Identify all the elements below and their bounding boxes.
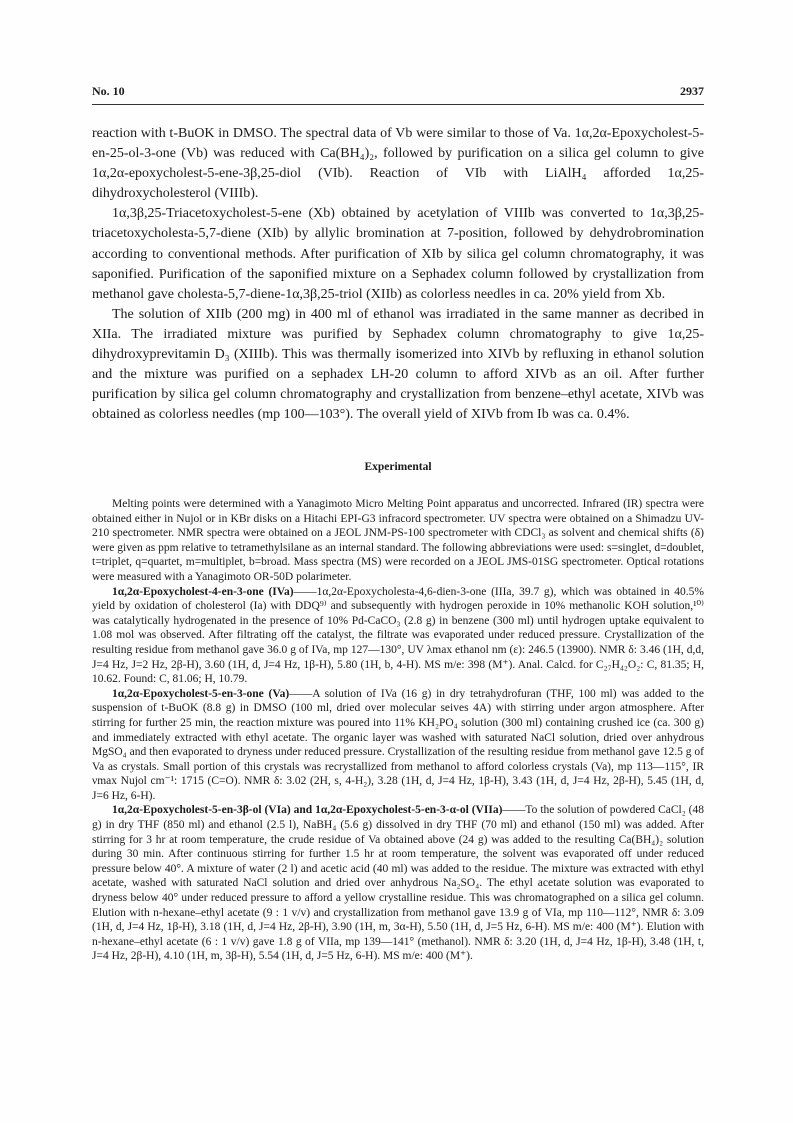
paragraph-1-text: ——1α,2α-Epoxycholesta-4,6-dien-3-one (IIIa, 39.7 g), which was obtained in 40.5% yield by oxidation of cholesterol (Ia) with DDQ⁹⁾ and subsequently with hydrogen peroxide in 10% methanolic KOH solution,¹⁰⁾ was catalytically hydrogenated in the presence of 10% Pd-CaCO₃ (2.8 g) in benzene (300 ml) until hydrogen uptake equivalent to 1.08 mol was observed. After filtrating off the catalyst, the filtrate was evaporated under reduced pressure. Crystallization of the resulting residue from methanol gave 36.0 g of IVa, mp 127—130°, UV λmax ethanol nm (ε): 246.5 (13900). NMR δ: 3.46 (1H, d,d, J=4 Hz, J=2 Hz, 2β-H), 3.60 (1H, d, J=4 Hz, 1β-H), 5.80 (1H, b, 4-H). MS m/e: 398 (M⁺). Anal. Calcd. for C₂₇H₄₂O₂: C, 81.35; H, 10.62. Found: C, 81.06; H, 10.79. xyxy=(92,585,705,686)
experimental-intro: Melting points were determined with a Yanagimoto Micro Melting Point apparatus and uncorrected. Infrared (IR) spectra were obtained either in Nujol or in KBr disks on a Hitachi EPI-G3 infracord spectrometer. UV spectra were obtained on a Shimadzu UV-210 spectrometer. NMR spectra were obtained on a JEOL JNM-PS-100 spectrometer with CDCl₃ as solvent and chemical shifts (δ) were given as ppm relative to tetramethylsilane as an internal standard. The following abbreviations were used: s=singlet, d=doublet, t=triplet, q=quartet, m=multiplet, b=broad. Mass spectra (MS) were recorded on a JEOL JMS-01SG spectrometer. Optical rotations were measured with a Yanagimoto OR-50D polarimeter. xyxy=(92,498,704,583)
body-text xyxy=(92,124,704,425)
header-rule xyxy=(92,104,704,105)
body-paragraph-1: reaction with t-BuOK in DMSO. The spectral data of Vb were similar to those of Va. 1α,2α-Epoxycholest-5-en-25-ol-3-one (Vb) was reduced with Ca(BH₄)₂, followed by purification on a silica gel column to give 1α,2α-epoxycholest-5-ene-3β,25-diol (VIb). Reaction of VIb with LiAlH₄ afforded 1α,25-dihydroxycholesterol (VIIIb). xyxy=(92,126,704,202)
experimental-paragraph-3 xyxy=(92,803,704,964)
journal-number: No. 10 xyxy=(92,84,125,98)
compound-heading-3: 1α,2α-Epoxycholest-5-en-3β-ol (VIa) and 1α,2α-Epoxycholest-5-en-3-α-ol (VIIa) xyxy=(112,804,503,817)
paragraph-2-text: ——A solution of IVa (16 g) in dry tetrahydrofuran (THF, 100 ml) was added to the suspension of t-BuOK (8.8 g) in DMSO (100 ml, dried over molecular seives 4A) with stirring under argon atmosphere. After stirring for further 25 min, the reaction mixture was poured into 11% KH₂PO₄ solution (300 ml) containing crushed ice (ca. 300 g) and immediately extracted with ethyl acetate. The organic layer was washed with saturated NaCl solution, dried over anhydrous MgSO₄ and then evaporated to dryness under reduced pressure. Crystallization of the resulting residue from methanol gave 12.5 g of Va as crystals. Small portion of this crystals was recrystallized from methanol to afford colorless crystals (Va), mp 113—115°, IR νmax Nujol cm⁻¹: 1715 (C=O). NMR δ: 3.02 (2H, s, 4-H₂), 3.28 (1H, d, J=4 Hz, 1β-H), 3.43 (1H, d, J=4 Hz, 2β-H), 5.45 (1H, d, J=6 Hz, 6-H). xyxy=(92,687,704,802)
compound-heading-2: 1α,2α-Epoxycholest-5-en-3-one (Va) xyxy=(112,687,290,700)
section-title: Experimental xyxy=(364,461,432,473)
experimental-paragraph-1 xyxy=(92,585,704,687)
experimental-paragraph-2 xyxy=(92,687,704,804)
body-paragraph-3: The solution of XIIb (200 mg) in 400 ml of ethanol was irradiated in the same manner as decribed in XIIa. The irradiated mixture was purified by Sephadex column chromatography to give 1α,25-dihydroxyprevitamin D₃ (XIIIb). This was thermally isomerized into XIVb by refluxing in ethanol solution and the mixture was purified on a sephadex LH-20 column to afford XIVb as an oil. After further purification by silica gel column chromatography and crystallization from benzene–ethyl acetate, XIVb was obtained as colorless needles (mp 100—103°). The overall yield of XIVb from Ib was ca. 0.4%. xyxy=(92,306,704,423)
body-paragraph-2: 1α,3β,25-Triacetoxycholest-5-ene (Xb) obtained by acetylation of VIIIb was converted to 1α,3β,25-triacetoxycholesta-5,7-diene (XIb) by allylic bromination at 7-position, followed by dehydrobromination according to conventional methods. After purification of XIb by silica gel column chromatography, it was saponified. Purification of the saponified mixture on a Sephadex column followed by crystallization from methanol gave cholesta-5,7-diene-1α,3β,25-triol (XIIb) as colorless needles in ca. 20% yield from Xb. xyxy=(92,206,704,302)
experimental-section xyxy=(92,497,704,964)
page-number: 2937 xyxy=(680,84,704,98)
paragraph-3-text: ——To the solution of powdered CaCl₂ (48 g) in dry THF (850 ml) and ethanol (2.5 l), NaBH₄ (5.6 g) dissolved in dry THF (70 ml) and ethanol (150 ml) was added. After stirring for 3 hr at room temperature, the crude residue of Va obtained above (24 g) was added to the resulting Ca(BH₄)₂ solution during 30 min. After continuous stirring for further 1.5 hr at room temperature, the solvent was evaporated off under reduced pressure below 40°. A mixture of water (2 l) and acetic acid (40 ml) was added to the residue. The mixture was extracted with ethyl acetate, washed with saturated NaCl solution and dried over anhydrous Na₂SO₄. The ethyl acetate solution was evaporated to dryness below 40° under reduced pressure to afford a yellow crystalline residue. This was chromatographed on a silica gel column. Elution with n-hexane–ethyl acetate (9 : 1 v/v) and crystallization from methanol gave 13.9 g of VIa, mp 110—112°, NMR δ: 3.09 (1H, d, J=4 Hz, 1β-H), 3.18 (1H, d, J=4 Hz, 2β-H), 3.90 (1H, m, 3α-H), 5.50 (1H, d, J=5 Hz, 6-H). MS m/e: 400 (M⁺). Elution with n-hexane–ethyl acetate (6 : 1 v/v) gave 1.8 g of VIIa, mp 139—141° (methanol). NMR δ: 3.20 (1H, d, J=4 Hz, 1β-H), 3.48 (1H, t, J=4 Hz, 2β-H), 4.10 (1H, m, 3β-H), 5.54 (1H, d, J=5 Hz, 6-H). MS m/e: 400 (M⁺). xyxy=(92,804,705,963)
compound-heading-1: 1α,2α-Epoxycholest-4-en-3-one (IVa) xyxy=(112,585,294,598)
